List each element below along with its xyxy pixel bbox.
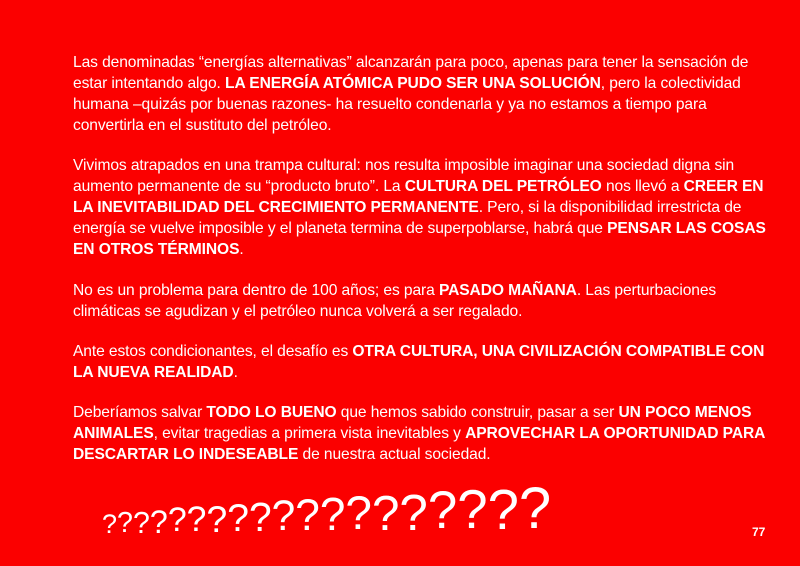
- body-text: de nuestra actual sociedad.: [298, 446, 491, 463]
- body-text: nos llevó a: [601, 178, 684, 195]
- question-mark: ?: [319, 488, 346, 541]
- emphasis-text: PENSAR LAS COSAS EN OTROS TÉRMINOS: [73, 220, 766, 258]
- question-mark: ?: [186, 499, 207, 540]
- emphasis-text: OTRA CULTURA, UNA CIVILIZACIÓN COMPATIBLE CON LA NUEVA REALIDAD: [73, 343, 765, 381]
- question-mark: ?: [133, 505, 150, 540]
- question-mark: ?: [206, 497, 228, 540]
- body-text: que hemos sabido construir, pasar a ser: [336, 404, 619, 421]
- body-text: .: [233, 364, 238, 381]
- emphasis-text: APROVECHAR LA OPORTUNIDAD PARA DESCARTAR LO INDESEABLE: [73, 425, 765, 463]
- body-text: , evitar tragedias a primera vista inevitables y: [153, 425, 466, 442]
- question-mark: ?: [518, 476, 552, 541]
- question-mark: ?: [149, 503, 168, 540]
- question-mark: ?: [345, 487, 372, 541]
- emphasis-text: CULTURA DEL PETRÓLEO: [404, 178, 602, 195]
- body-text: . Pero, si la disponibilidad irrestricta de energía se vuelve imposible y el planeta termina de superpoblarse, habrá que: [73, 199, 742, 237]
- paragraph-conclusion: [73, 402, 773, 465]
- body-text: Ante estos condicionantes, el desafío es: [73, 343, 353, 360]
- paragraph-urgency: [73, 280, 773, 322]
- body-text: No es un problema para dentro de 100 años; es para: [73, 282, 439, 299]
- body-text: , pero la colectividad humana –quizás por buenas razones- ha resuelto condenarla y ya no estamos a tiempo para convertirla en el sustituto del petróleo.: [73, 75, 741, 134]
- emphasis-text: TODO LO BUENO: [206, 404, 337, 421]
- question-mark: ?: [371, 485, 400, 541]
- paragraph-oil-culture: [73, 155, 773, 260]
- emphasis-text: PASADO MAÑANA: [438, 282, 577, 299]
- question-mark: ?: [487, 477, 519, 541]
- question-marks: [102, 468, 552, 541]
- paragraph-atomic-energy: [73, 52, 773, 136]
- question-mark: ?: [102, 509, 118, 539]
- emphasis-text: CREER EN LA INEVITABILIDAD DEL CRECIMIENTO PERMANENTE: [73, 178, 764, 216]
- question-mark: ?: [227, 496, 249, 540]
- question-mark: ?: [271, 492, 296, 540]
- question-mark: ?: [248, 494, 272, 541]
- question-mark: ?: [295, 490, 320, 540]
- body-text: . Las perturbaciones climáticas se agudizan y el petróleo nunca volverá a ser regalado.: [73, 282, 717, 320]
- body-text: Deberíamos salvar: [73, 404, 207, 421]
- body-text: .: [239, 241, 244, 258]
- question-mark: ?: [427, 481, 458, 541]
- page-number: 77: [752, 525, 766, 539]
- question-mark: ?: [167, 501, 187, 540]
- paragraph-challenge: [73, 341, 773, 383]
- question-mark: ?: [457, 479, 488, 541]
- body-text: Vivimos atrapados en una trampa cultural: nos resulta imposible imaginar una sociedad digna sin aumento permanente de su “producto bruto”. La: [73, 157, 735, 195]
- emphasis-text: LA ENERGÍA ATÓMICA PUDO SER UNA SOLUCIÓN: [225, 75, 601, 92]
- question-mark: ?: [399, 483, 428, 541]
- body-text: Las denominadas “energías alternativas” alcanzarán para poco, apenas para tener la sensación de estar intentando algo.: [73, 54, 749, 92]
- question-mark: ?: [117, 507, 133, 540]
- emphasis-text: UN POCO MENOS ANIMALES: [73, 404, 752, 442]
